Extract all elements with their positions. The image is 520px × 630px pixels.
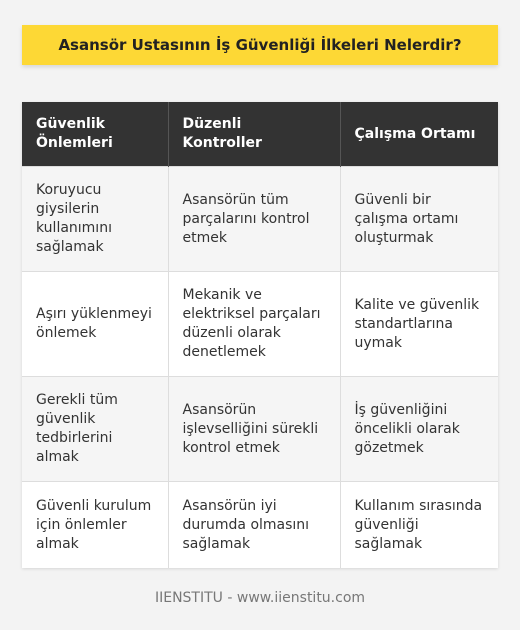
table-cell: Koruyucu giysilerin kullanımını sağlamak (22, 167, 168, 272)
table-row (22, 377, 498, 482)
table-cell: Mekanik ve elektriksel parçaları düzenli olarak denetlemek (168, 272, 340, 377)
table-cell: Kullanım sırasında güvenliği sağlamak (340, 482, 498, 569)
table-row (22, 482, 498, 569)
table-cell: Kalite ve güvenlik standartlarına uymak (340, 272, 498, 377)
table-cell: İş güvenliğini öncelikli olarak gözetmek (340, 377, 498, 482)
table-row (22, 272, 498, 377)
table-cell: Güvenli bir çalışma ortamı oluşturmak (340, 167, 498, 272)
table-cell: Asansörün tüm parçalarını kontrol etmek (168, 167, 340, 272)
safety-table (22, 102, 498, 568)
table-cell: Güvenli kurulum için önlemler almak (22, 482, 168, 569)
table-header-row (22, 102, 498, 167)
header-calisma-ortami: Çalışma Ortamı (340, 102, 498, 167)
header-guvenlik-onlemleri: Güvenlik Önlemleri (22, 102, 168, 167)
footer-credit: IIENSTITU - www.iienstitu.com (154, 590, 366, 606)
page-title: Asansör Ustasının İş Güvenliği İlkeleri Nelerdir? (58, 36, 462, 54)
table-cell: Aşırı yüklenmeyi önlemek (22, 272, 168, 377)
table-cell: Asansörün işlevselliğini sürekli kontrol etmek (168, 377, 340, 482)
table-row (22, 167, 498, 272)
table-cell: Asansörün iyi durumda olmasını sağlamak (168, 482, 340, 569)
title-banner (22, 25, 498, 65)
header-duzenli-kontroller: Düzenli Kontroller (168, 102, 340, 167)
table-cell: Gerekli tüm güvenlik tedbirlerini almak (22, 377, 168, 482)
